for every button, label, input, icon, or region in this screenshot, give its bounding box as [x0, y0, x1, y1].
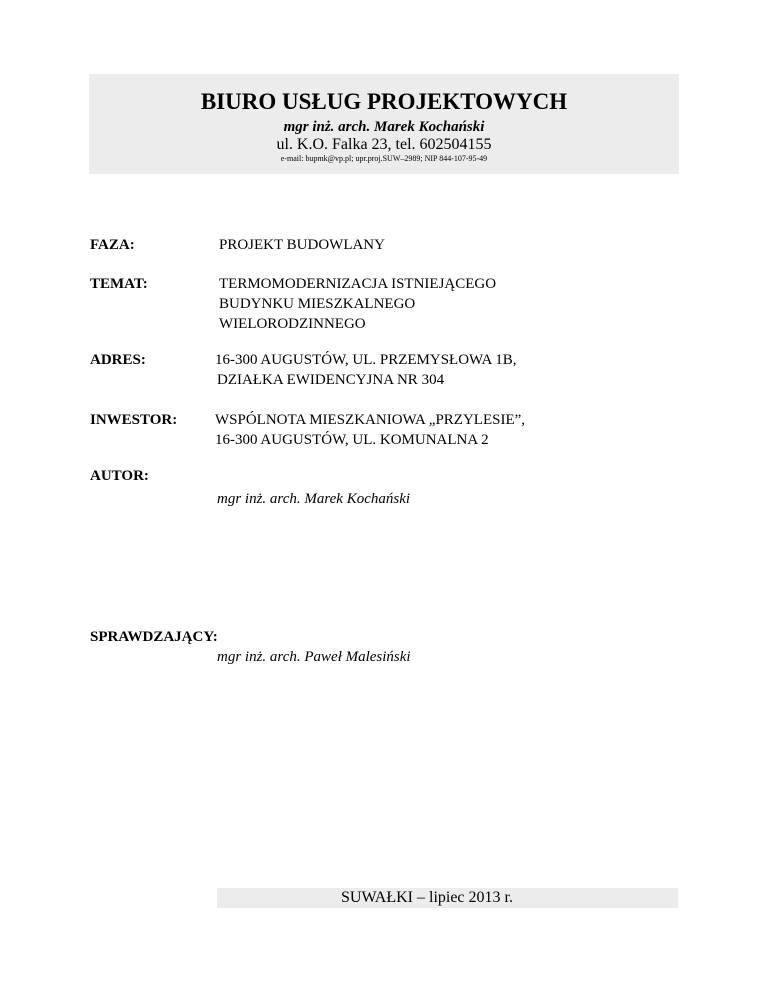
- temat-value-line: WIELORODZINNEGO: [219, 316, 366, 332]
- inwestor-value-line: 16-300 AUGUSTÓW, UL. KOMUNALNA 2: [215, 432, 489, 448]
- temat-label: TEMAT:: [90, 276, 148, 292]
- temat-value: [219, 274, 496, 334]
- autor-label: AUTOR:: [90, 468, 149, 484]
- sprawdzajacy-label: SPRAWDZAJĄCY:: [90, 629, 218, 645]
- faza-value: [219, 235, 385, 255]
- adres-value-line: 16-300 AUGUSTÓW, UL. PRZEMYSŁOWA 1B,: [215, 352, 517, 368]
- office-title: BIURO USŁUG PROJEKTOWYCH: [200, 89, 568, 114]
- temat-value-line: BUDYNKU MIESZKALNEGO: [219, 296, 416, 312]
- inwestor-label: INWESTOR:: [90, 412, 178, 428]
- inwestor-value-line: WSPÓLNOTA MIESZKANIOWA „PRZYLESIE”,: [215, 412, 526, 428]
- inwestor-value: [215, 410, 525, 450]
- footer-place-date-box: [217, 888, 678, 908]
- place-date: SUWAŁKI – lipiec 2013 r.: [341, 889, 513, 906]
- office-header: [89, 74, 679, 174]
- sprawdzajacy-name: mgr inż. arch. Paweł Malesiński: [217, 649, 411, 665]
- temat-value-line: TERMOMODERNIZACJA ISTNIEJĄCEGO: [219, 276, 497, 292]
- office-contact: e-mail: bupmk@vp.pl; upr.proj.SUW–2989; NIP 844-107-95-49: [280, 154, 488, 163]
- office-person: mgr inż. arch. Marek Kochański: [283, 119, 485, 135]
- adres-value: [215, 350, 517, 390]
- faza-label: FAZA:: [90, 237, 135, 253]
- autor-name: mgr inż. arch. Marek Kochański: [217, 491, 411, 507]
- adres-value-line: DZIAŁKA EWIDENCYJNA NR 304: [217, 372, 445, 388]
- faza-value-line: PROJEKT BUDOWLANY: [219, 237, 385, 253]
- office-address: ul. K.O. Falka 23, tel. 602504155: [276, 136, 492, 153]
- adres-label: ADRES:: [90, 352, 146, 368]
